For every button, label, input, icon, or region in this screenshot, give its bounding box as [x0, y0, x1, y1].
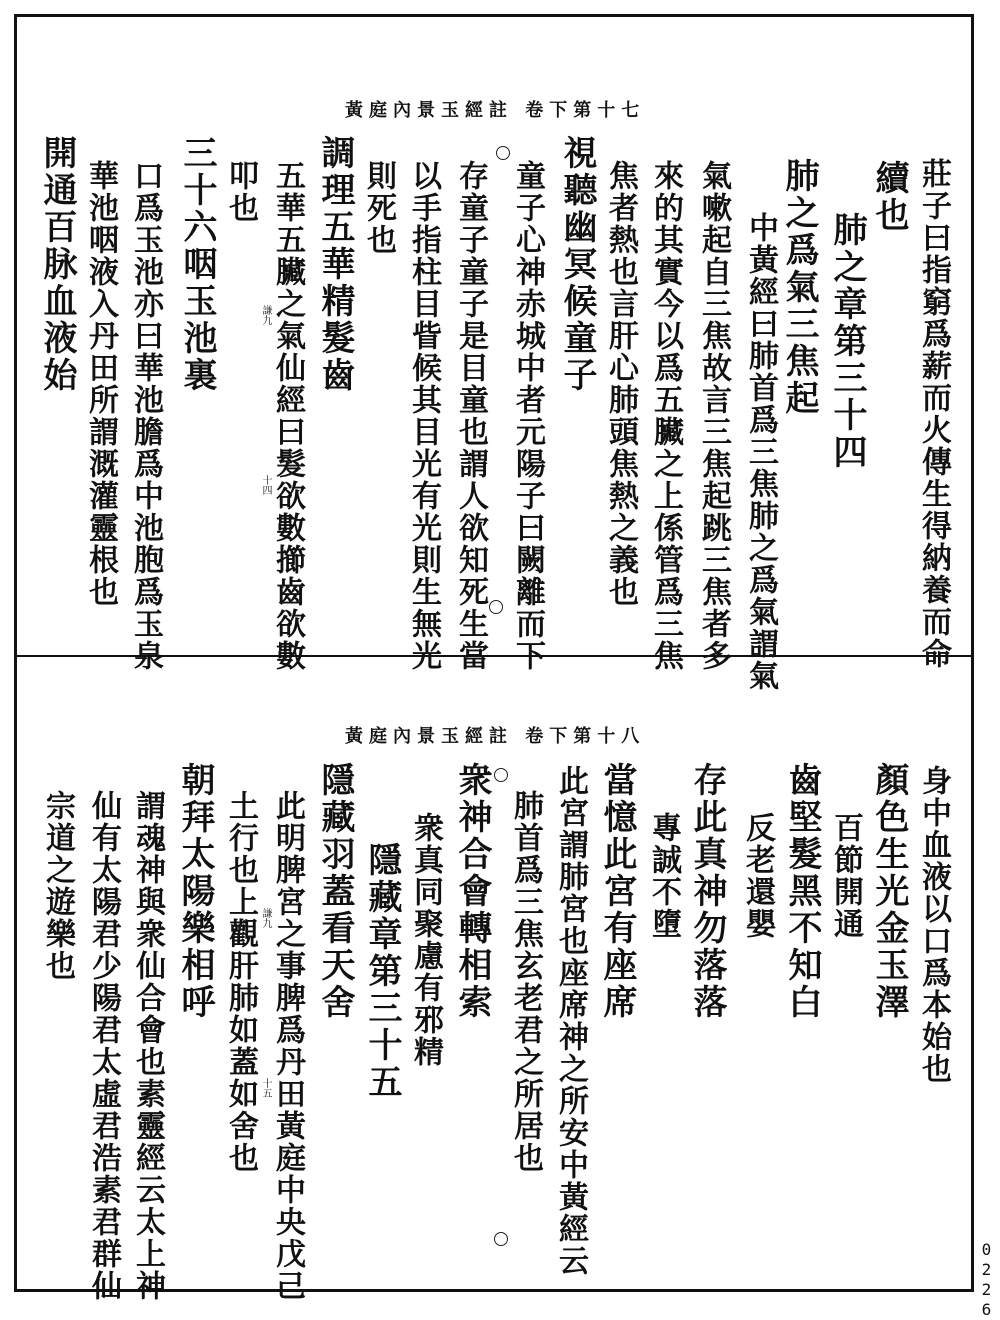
bottom-col-16: 土行也上觀肝肺如蓋如舍也	[223, 790, 258, 1174]
bottom-col-11: 衆神合會轉相索	[452, 762, 492, 1021]
bottom-col-6: 存此真神勿落落	[687, 762, 727, 1021]
bottom-running-header: 黃庭內景玉經註 卷下第十八	[345, 726, 646, 747]
punctuation-circle	[494, 768, 508, 782]
top-col-4: 肺之爲氣三焦起	[779, 158, 819, 417]
top-section-title: 肺之章第三十四	[827, 212, 867, 471]
top-col-20: 開通百脉血液始	[37, 135, 77, 394]
top-col-7: 來的其實今以爲五臟之上係管爲三焦	[648, 160, 683, 672]
bottom-col-5: 反老還嬰	[740, 812, 775, 940]
bottom-col-4: 齒堅髮黑不知白	[782, 762, 822, 1021]
punctuation-circle	[496, 146, 510, 160]
margin-note: 十四	[260, 475, 271, 495]
top-col-19: 華池咽液入丹田所謂溉灌靈根也	[83, 160, 118, 608]
top-col-5: 中黃經曰肺首爲三焦肺之爲氣謂氣	[743, 212, 778, 692]
bottom-col-15: 此明脾宮之事脾爲丹田黃庭中央戊己	[270, 790, 305, 1302]
margin-note: 謙九	[260, 305, 271, 325]
bottom-col-8: 當憶此宮有座席	[597, 762, 637, 1021]
bottom-col-17: 朝拜太陽樂相呼	[175, 762, 215, 1021]
top-col-15: 五華五臟之氣仙經曰髮欲數擳齒欲數	[270, 160, 305, 672]
bottom-col-18: 謂魂神與衆仙合會也素靈經云太上神	[130, 790, 165, 1302]
margin-note: 謙九	[260, 908, 271, 928]
top-col-12: 以手指柱目眥候其目光有光則生無光	[406, 160, 441, 672]
margin-note: 十五	[260, 1078, 271, 1098]
top-running-header: 黃庭內景玉經註 卷下第十七	[345, 100, 646, 121]
bottom-section-title: 隱藏章第三十五	[362, 842, 402, 1101]
top-col-16: 叩也	[223, 160, 258, 224]
bottom-col-9: 此宮謂肺宮也座席神之所安中黃經云	[553, 765, 588, 1277]
bottom-col-14: 隱藏羽蓋看天舍	[315, 762, 355, 1021]
bottom-col-20: 宗道之遊樂也	[40, 790, 75, 982]
top-col-8: 焦者熱也言肝心肺頭焦熱之義也	[603, 160, 638, 608]
top-col-13: 則死也	[361, 160, 396, 256]
bottom-col-19: 仙有太陽君少陽君太虛君浩素君群仙	[86, 790, 121, 1302]
bottom-col-1: 身中血液以口爲本始也	[916, 765, 951, 1085]
top-col-11: 存童子童子是目童也謂人欲知死生當	[453, 160, 488, 672]
top-col-10: 童子心神赤城中者元陽子曰闕離而下	[510, 160, 545, 672]
top-col-2: 續也	[869, 160, 909, 234]
punctuation-circle	[494, 1232, 508, 1246]
top-col-9: 視聽幽冥候童子	[557, 135, 597, 394]
punctuation-circle	[489, 600, 503, 614]
bottom-col-12: 衆真同聚慮有邪精	[408, 812, 443, 1068]
bottom-col-10: 肺首爲三焦玄老君之所居也	[508, 790, 543, 1174]
bottom-col-7: 專誠不墮	[646, 812, 681, 940]
bottom-col-3: 百節開通	[828, 812, 863, 940]
top-col-17: 三十六咽玉池裏	[177, 135, 217, 394]
page-number: 0226	[977, 1240, 996, 1320]
bottom-col-2: 顏色生光金玉澤	[869, 762, 909, 1021]
top-col-18: 口爲玉池亦曰華池膽爲中池胞爲玉泉	[128, 160, 163, 672]
top-col-14: 調理五華精髮齒	[315, 135, 355, 394]
top-col-1: 莊子曰指窮爲薪而火傳生得納養而命	[916, 158, 951, 670]
top-col-6: 氣嗽起自三焦故言三焦起跳三焦者多	[696, 160, 731, 672]
